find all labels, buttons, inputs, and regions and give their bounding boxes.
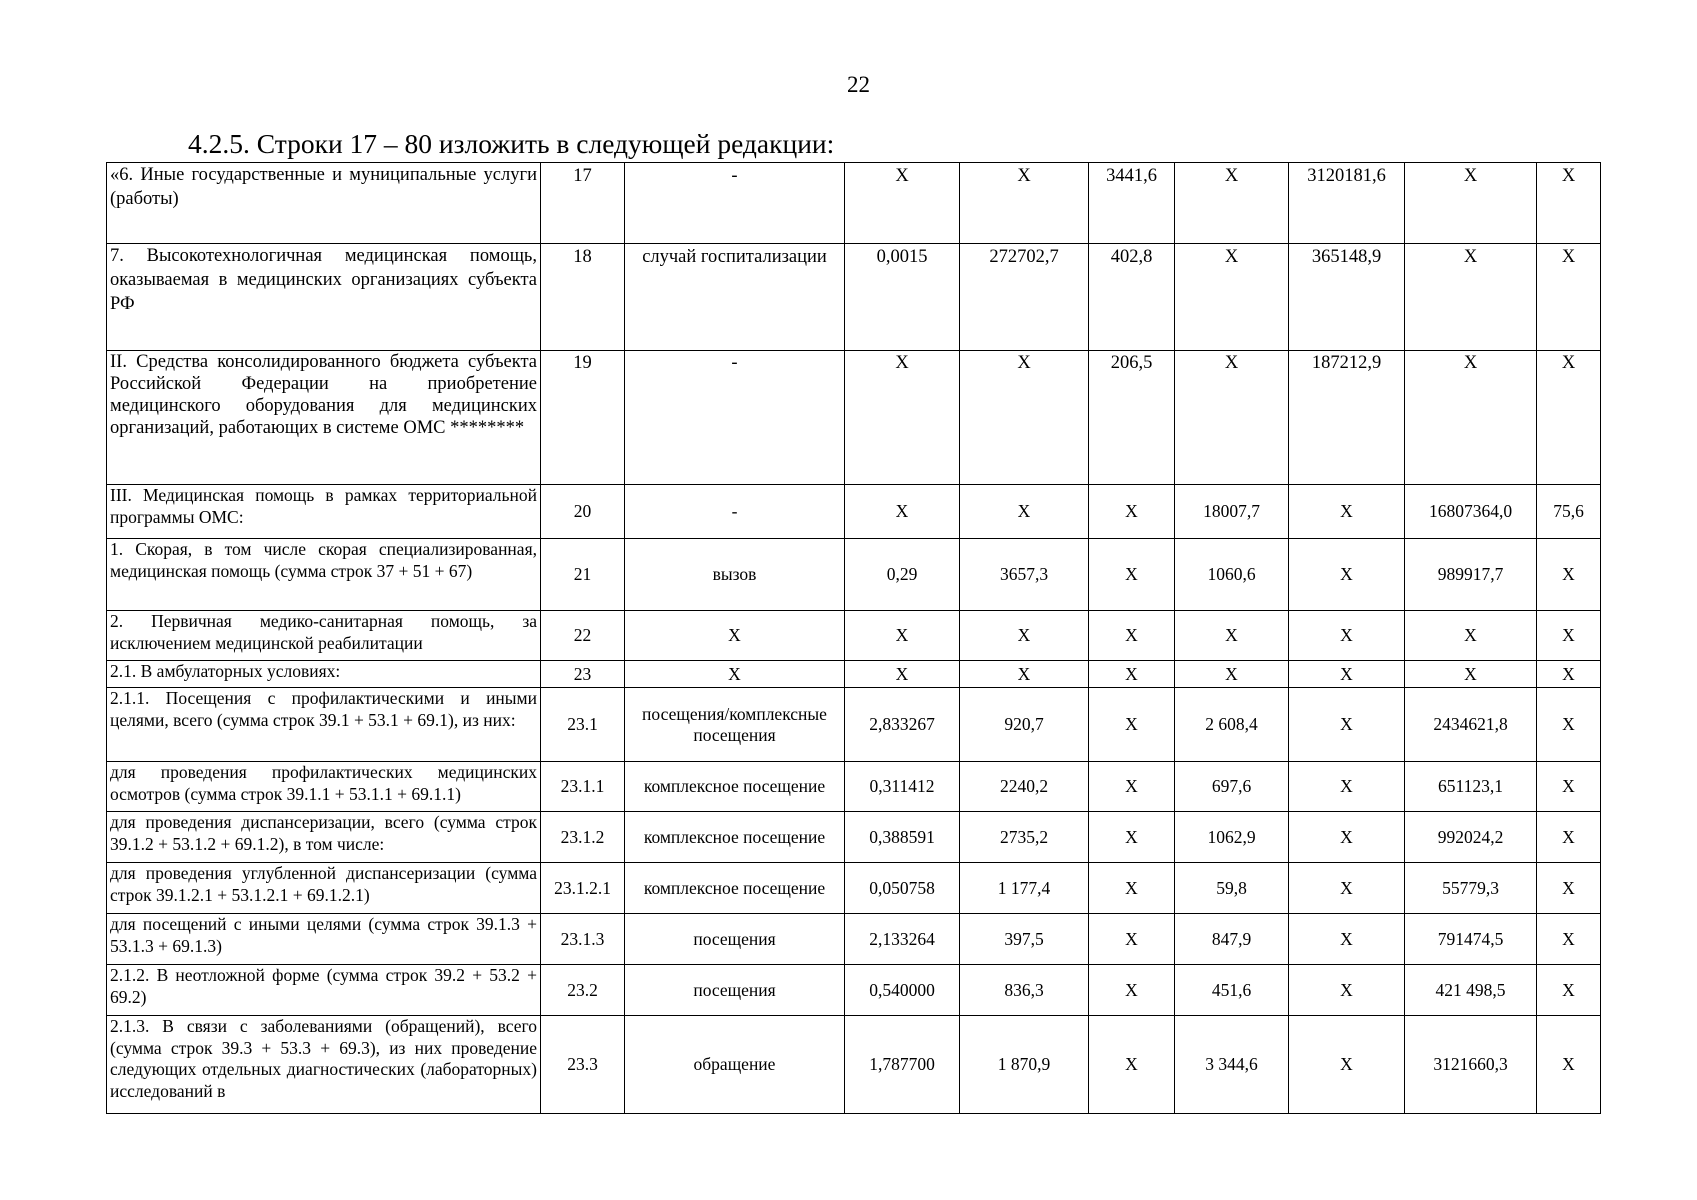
cell-col6: 651123,1 bbox=[1405, 762, 1537, 812]
cell-col4: 1062,9 bbox=[1175, 812, 1289, 863]
table-row bbox=[107, 244, 1601, 351]
row-unit: X bbox=[625, 611, 845, 661]
row-number: 23.1.2.1 bbox=[541, 863, 625, 914]
row-number: 17 bbox=[541, 163, 625, 244]
row-unit: случай госпитализации bbox=[625, 244, 845, 351]
cell-col7: X bbox=[1537, 163, 1601, 244]
row-description: для проведения диспансеризации, всего (сумма строк 39.1.2 + 53.1.2 + 69.1.2), в том числе: bbox=[107, 812, 541, 863]
cell-col1: 2,133264 bbox=[845, 914, 960, 965]
cell-col1: X bbox=[845, 351, 960, 485]
cell-col6: 989917,7 bbox=[1405, 539, 1537, 611]
cell-col1: 1,787700 bbox=[845, 1016, 960, 1114]
cell-col3: X bbox=[1089, 965, 1175, 1016]
row-description: «6. Иные государственные и муниципальные услуги (работы) bbox=[107, 163, 541, 244]
cell-col6: X bbox=[1405, 351, 1537, 485]
cell-col2: X bbox=[960, 661, 1089, 688]
table-row bbox=[107, 812, 1601, 863]
cell-col1: 0,29 bbox=[845, 539, 960, 611]
table-row bbox=[107, 611, 1601, 661]
cell-col6: X bbox=[1405, 163, 1537, 244]
cell-col6: 791474,5 bbox=[1405, 914, 1537, 965]
row-unit: посещения bbox=[625, 965, 845, 1016]
cell-col6: 992024,2 bbox=[1405, 812, 1537, 863]
row-description: для проведения профилактических медицинских осмотров (сумма строк 39.1.1 + 53.1.1 + 69.1.1) bbox=[107, 762, 541, 812]
row-description: 1. Скорая, в том числе скорая специализированная, медицинская помощь (сумма строк 37 + 51 + 67) bbox=[107, 539, 541, 611]
row-description: 2. Первичная медико-санитарная помощь, за исключением медицинской реабилитации bbox=[107, 611, 541, 661]
row-description: 2.1. В амбулаторных условиях: bbox=[107, 661, 541, 688]
row-description: 2.1.2. В неотложной форме (сумма строк 39.2 + 53.2 + 69.2) bbox=[107, 965, 541, 1016]
cell-col7: 75,6 bbox=[1537, 485, 1601, 539]
table-row bbox=[107, 762, 1601, 812]
row-number: 21 bbox=[541, 539, 625, 611]
cell-col1: X bbox=[845, 163, 960, 244]
row-description: 7. Высокотехнологичная медицинская помощь, оказываемая в медицинских организациях субъекта РФ bbox=[107, 244, 541, 351]
table-row bbox=[107, 351, 1601, 485]
table-row bbox=[107, 914, 1601, 965]
row-description: 2.1.3. В связи с заболеваниями (обращений), всего (сумма строк 39.3 + 53.3 + 69.3), из них проведение следующих отдельных диагностических (лабораторных) исследований в bbox=[107, 1016, 541, 1114]
cell-col1: X bbox=[845, 611, 960, 661]
cell-col5: 365148,9 bbox=[1289, 244, 1405, 351]
cell-col5: X bbox=[1289, 914, 1405, 965]
cell-col4: 3 344,6 bbox=[1175, 1016, 1289, 1114]
cell-col7: X bbox=[1537, 863, 1601, 914]
cell-col1: 0,0015 bbox=[845, 244, 960, 351]
cell-col2: 1 177,4 bbox=[960, 863, 1089, 914]
row-number: 23.3 bbox=[541, 1016, 625, 1114]
cell-col2: 836,3 bbox=[960, 965, 1089, 1016]
cell-col3: X bbox=[1089, 688, 1175, 762]
cell-col3: X bbox=[1089, 611, 1175, 661]
cell-col5: X bbox=[1289, 611, 1405, 661]
row-number: 23.1.3 bbox=[541, 914, 625, 965]
cell-col3: X bbox=[1089, 539, 1175, 611]
row-description: для проведения углубленной диспансеризации (сумма строк 39.1.2.1 + 53.1.2.1 + 69.1.2.1) bbox=[107, 863, 541, 914]
cell-col1: 0,388591 bbox=[845, 812, 960, 863]
table-row bbox=[107, 163, 1601, 244]
cell-col5: 187212,9 bbox=[1289, 351, 1405, 485]
row-description: II. Средства консолидированного бюджета субъекта Российской Федерации на приобретение медицинского оборудования для медицинских организаций, работающих в системе ОМС ******** bbox=[107, 351, 541, 485]
row-number: 23.1 bbox=[541, 688, 625, 762]
row-unit: посещения/комплексные посещения bbox=[625, 688, 845, 762]
cell-col2: X bbox=[960, 163, 1089, 244]
cell-col2: 397,5 bbox=[960, 914, 1089, 965]
cell-col7: X bbox=[1537, 539, 1601, 611]
cell-col5: X bbox=[1289, 812, 1405, 863]
cell-col4: 18007,7 bbox=[1175, 485, 1289, 539]
cell-col3: X bbox=[1089, 863, 1175, 914]
table-row bbox=[107, 1016, 1601, 1114]
cell-col4: X bbox=[1175, 244, 1289, 351]
cell-col5: X bbox=[1289, 539, 1405, 611]
row-unit: X bbox=[625, 661, 845, 688]
cell-col3: 402,8 bbox=[1089, 244, 1175, 351]
cell-col7: X bbox=[1537, 688, 1601, 762]
cell-col4: X bbox=[1175, 163, 1289, 244]
cell-col5: X bbox=[1289, 762, 1405, 812]
table-row bbox=[107, 485, 1601, 539]
cell-col7: X bbox=[1537, 244, 1601, 351]
cell-col6: 421 498,5 bbox=[1405, 965, 1537, 1016]
cell-col3: X bbox=[1089, 485, 1175, 539]
row-unit: обращение bbox=[625, 1016, 845, 1114]
cell-col1: X bbox=[845, 661, 960, 688]
cell-col5: X bbox=[1289, 485, 1405, 539]
cell-col7: X bbox=[1537, 661, 1601, 688]
cell-col5: X bbox=[1289, 661, 1405, 688]
cell-col2: X bbox=[960, 351, 1089, 485]
cell-col6: 3121660,3 bbox=[1405, 1016, 1537, 1114]
row-number: 20 bbox=[541, 485, 625, 539]
cell-col1: X bbox=[845, 485, 960, 539]
row-unit: - bbox=[625, 163, 845, 244]
cell-col6: 2434621,8 bbox=[1405, 688, 1537, 762]
cell-col4: 697,6 bbox=[1175, 762, 1289, 812]
section-heading: 4.2.5. Строки 17 – 80 изложить в следующей редакции: bbox=[188, 128, 835, 159]
cell-col3: X bbox=[1089, 914, 1175, 965]
row-number: 23.1.2 bbox=[541, 812, 625, 863]
cell-col2: 2240,2 bbox=[960, 762, 1089, 812]
row-unit: - bbox=[625, 485, 845, 539]
cell-col5: X bbox=[1289, 965, 1405, 1016]
cell-col5: 3120181,6 bbox=[1289, 163, 1405, 244]
cell-col3: 3441,6 bbox=[1089, 163, 1175, 244]
row-unit: комплексное посещение bbox=[625, 762, 845, 812]
cell-col6: X bbox=[1405, 661, 1537, 688]
cell-col2: 1 870,9 bbox=[960, 1016, 1089, 1114]
row-description: III. Медицинская помощь в рамках территориальной программы ОМС: bbox=[107, 485, 541, 539]
row-unit: комплексное посещение bbox=[625, 863, 845, 914]
cell-col1: 2,833267 bbox=[845, 688, 960, 762]
table-row bbox=[107, 863, 1601, 914]
row-unit: комплексное посещение bbox=[625, 812, 845, 863]
cell-col3: X bbox=[1089, 812, 1175, 863]
row-unit: - bbox=[625, 351, 845, 485]
row-number: 23 bbox=[541, 661, 625, 688]
row-description: 2.1.1. Посещения с профилактическими и иными целями, всего (сумма строк 39.1 + 53.1 + 69.1), из них: bbox=[107, 688, 541, 762]
cell-col5: X bbox=[1289, 688, 1405, 762]
cell-col1: 0,540000 bbox=[845, 965, 960, 1016]
page-number: 22 bbox=[847, 72, 870, 97]
cell-col6: 16807364,0 bbox=[1405, 485, 1537, 539]
cell-col1: 0,050758 bbox=[845, 863, 960, 914]
table-row bbox=[107, 688, 1601, 762]
table-row bbox=[107, 965, 1601, 1016]
cell-col4: 451,6 bbox=[1175, 965, 1289, 1016]
cell-col7: X bbox=[1537, 351, 1601, 485]
cell-col5: X bbox=[1289, 863, 1405, 914]
row-number: 18 bbox=[541, 244, 625, 351]
cell-col1: 0,311412 bbox=[845, 762, 960, 812]
cell-col2: X bbox=[960, 611, 1089, 661]
cell-col3: 206,5 bbox=[1089, 351, 1175, 485]
table-row bbox=[107, 661, 1601, 688]
cell-col2: X bbox=[960, 485, 1089, 539]
cell-col4: X bbox=[1175, 351, 1289, 485]
cell-col7: X bbox=[1537, 812, 1601, 863]
budget-table bbox=[106, 162, 1601, 1114]
cell-col2: 920,7 bbox=[960, 688, 1089, 762]
cell-col4: 2 608,4 bbox=[1175, 688, 1289, 762]
cell-col7: X bbox=[1537, 611, 1601, 661]
cell-col6: X bbox=[1405, 611, 1537, 661]
row-description: для посещений с иными целями (сумма строк 39.1.3 + 53.1.3 + 69.1.3) bbox=[107, 914, 541, 965]
cell-col5: X bbox=[1289, 1016, 1405, 1114]
cell-col7: X bbox=[1537, 762, 1601, 812]
cell-col4: X bbox=[1175, 611, 1289, 661]
row-number: 23.1.1 bbox=[541, 762, 625, 812]
cell-col7: X bbox=[1537, 1016, 1601, 1114]
cell-col4: 1060,6 bbox=[1175, 539, 1289, 611]
cell-col2: 3657,3 bbox=[960, 539, 1089, 611]
cell-col2: 272702,7 bbox=[960, 244, 1089, 351]
row-number: 23.2 bbox=[541, 965, 625, 1016]
table-row bbox=[107, 539, 1601, 611]
row-unit: посещения bbox=[625, 914, 845, 965]
cell-col4: 847,9 bbox=[1175, 914, 1289, 965]
cell-col4: 59,8 bbox=[1175, 863, 1289, 914]
cell-col2: 2735,2 bbox=[960, 812, 1089, 863]
cell-col6: X bbox=[1405, 244, 1537, 351]
cell-col3: X bbox=[1089, 1016, 1175, 1114]
cell-col4: X bbox=[1175, 661, 1289, 688]
cell-col7: X bbox=[1537, 914, 1601, 965]
row-number: 19 bbox=[541, 351, 625, 485]
cell-col7: X bbox=[1537, 965, 1601, 1016]
row-number: 22 bbox=[541, 611, 625, 661]
cell-col3: X bbox=[1089, 762, 1175, 812]
row-unit: вызов bbox=[625, 539, 845, 611]
cell-col3: X bbox=[1089, 661, 1175, 688]
cell-col6: 55779,3 bbox=[1405, 863, 1537, 914]
